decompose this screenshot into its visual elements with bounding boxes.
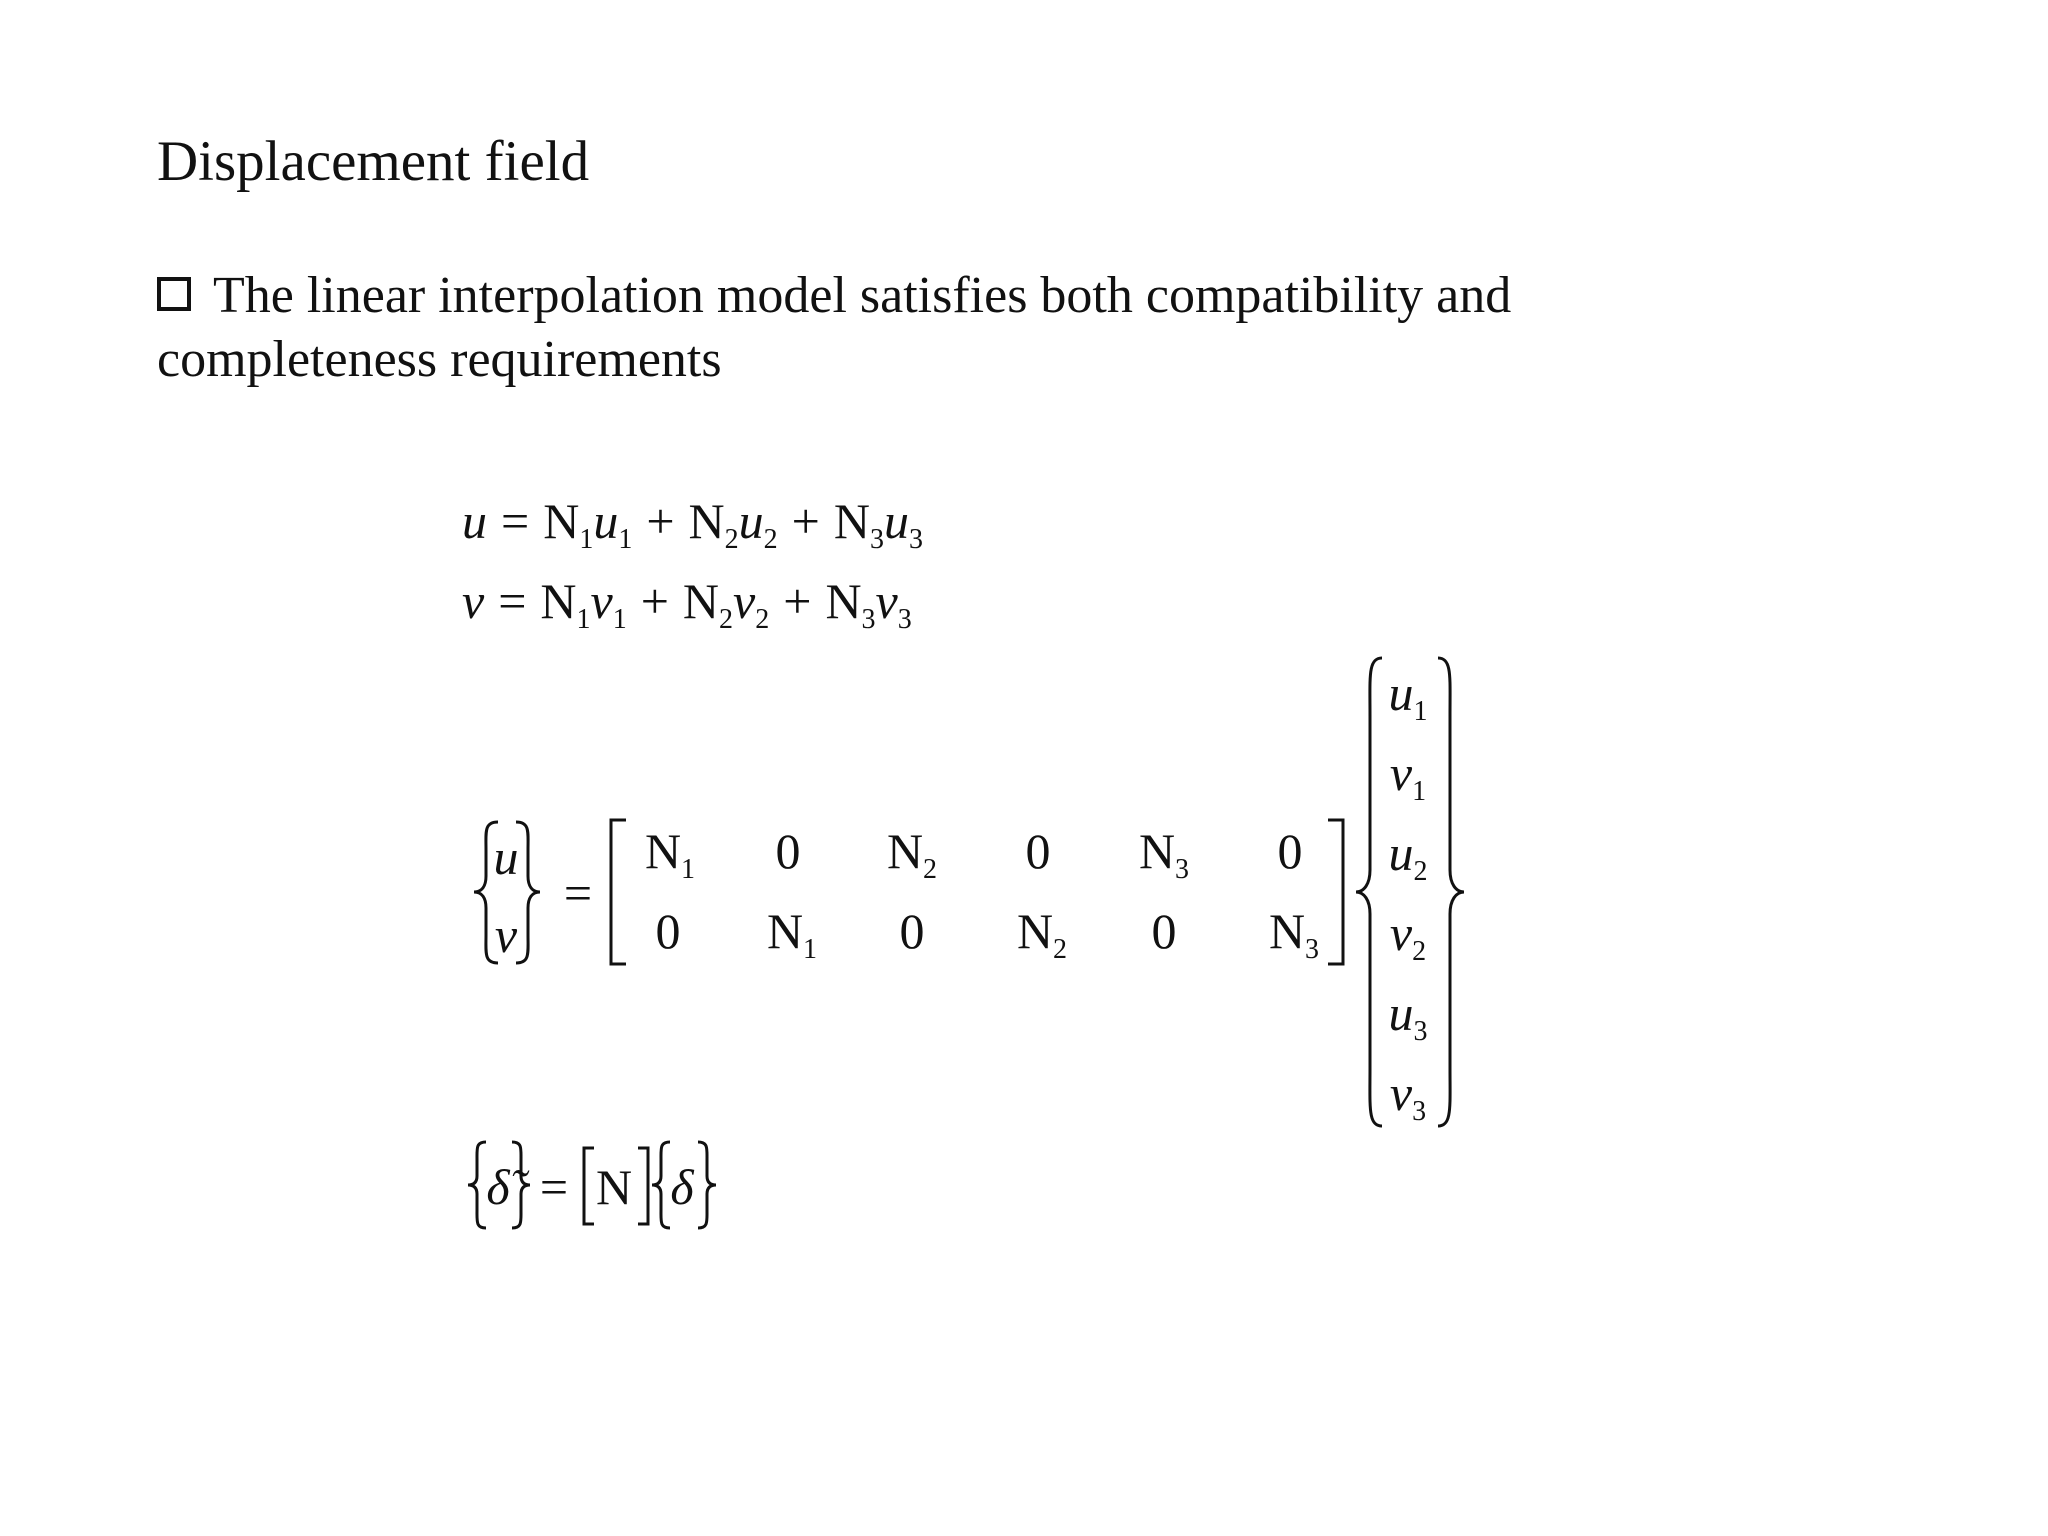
- compact-equals: =: [539, 1159, 569, 1215]
- vec-u3: $u_3$: [1388, 985, 1428, 1047]
- vector-brace-open: [1352, 656, 1386, 1128]
- m21: 0: [655, 903, 681, 959]
- m15: $N_3$: [1138, 823, 1190, 885]
- m16: 0: [1277, 823, 1303, 879]
- vec-u2: $u_2$: [1388, 825, 1428, 887]
- lhs-u: u: [493, 829, 519, 885]
- left-brace-close: [512, 820, 542, 965]
- vec-v3: $v_3$: [1389, 1065, 1427, 1127]
- m13: $N_2$: [886, 823, 938, 885]
- bullet-line-2: completeness requirements: [157, 331, 722, 388]
- m11: $N_1$: [644, 823, 696, 885]
- vec-u1: $u_1$: [1388, 665, 1428, 727]
- m23: 0: [899, 903, 925, 959]
- vector-brace-close: [1434, 656, 1468, 1128]
- equals-sign: =: [563, 865, 593, 921]
- checkbox-bullet-icon: [157, 277, 191, 311]
- compact-brace-1-close: [510, 1140, 532, 1230]
- compact-N: N: [595, 1159, 633, 1215]
- m26: $N_3$: [1268, 903, 1320, 965]
- compact-brace-2-close: [696, 1140, 718, 1230]
- delta-tilde: δ̃: [486, 1159, 510, 1215]
- vec-v2: $v_2$: [1389, 905, 1427, 967]
- bullet-line-1: The linear interpolation model satisfies both compatibility and: [213, 267, 1512, 324]
- equation-u: $u = N_1u_1 + N_2u_2 + N_3u_3$: [462, 493, 923, 555]
- m22: $N_1$: [766, 903, 818, 965]
- m14: 0: [1025, 823, 1051, 879]
- delta: δ: [670, 1159, 694, 1215]
- slide-title: Displacement field: [157, 130, 590, 193]
- equation-v: $v = N_1v_1 + N_2v_2 + N_3v_3$: [462, 573, 912, 635]
- matrix-bracket-left: [608, 818, 628, 966]
- bullet-text: [157, 264, 1511, 392]
- m25: 0: [1151, 903, 1177, 959]
- vec-v1: $v_1$: [1389, 745, 1427, 807]
- compact-bracket-close: [636, 1146, 650, 1226]
- m24: $N_2$: [1016, 903, 1068, 965]
- m12: 0: [775, 823, 801, 879]
- lhs-v: v: [494, 907, 518, 963]
